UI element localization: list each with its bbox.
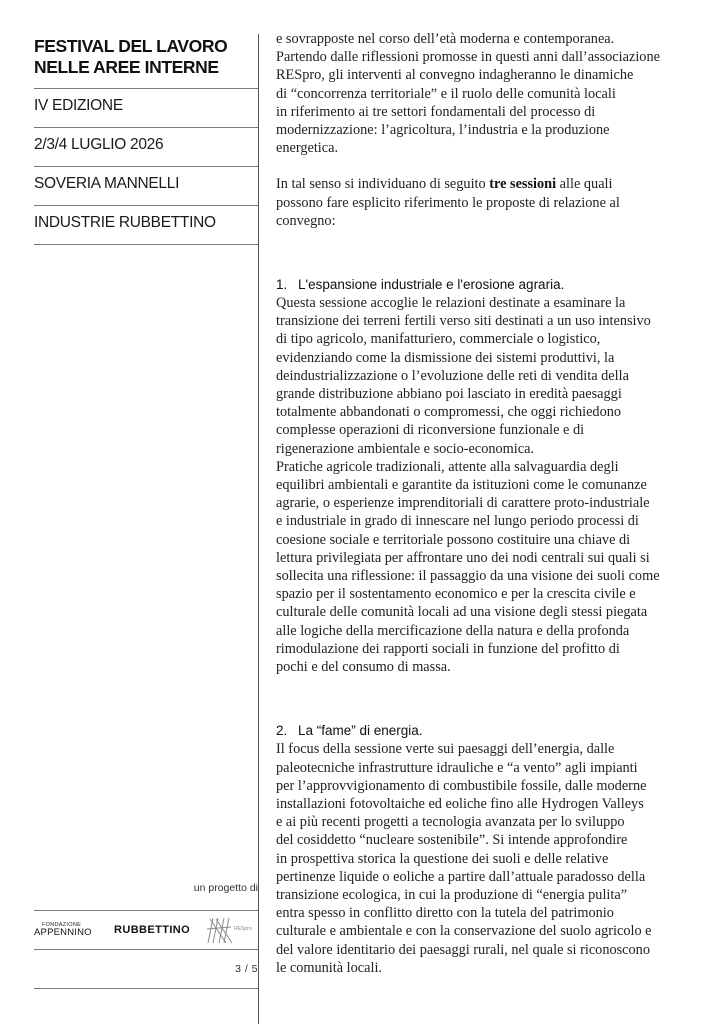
text-line: culturale delle comunità locali ad una visione degli stessi piegata — [276, 604, 648, 621]
text-line: installazioni fotovoltaiche ed eoliche fino alle Hydrogen Valleys — [276, 795, 644, 812]
dates-label: 2/3/4 LUGLIO 2026 — [34, 136, 164, 153]
text-line: entra spesso in conflitto diretto con la tutela del patrimonio — [276, 905, 614, 922]
text-line: evidenziando come la dismissione dei sistemi produttivi, la — [276, 349, 615, 366]
text-line: convegno: — [276, 212, 336, 229]
text-line: rigenerazione ambientale e socio-economica. — [276, 440, 535, 457]
text-line: in prospettiva storica la questione dei suoli e delle relative — [276, 850, 609, 867]
text-line: pertinenze liquide o eoliche a partire dall’attuale paradosso della — [276, 868, 646, 885]
respro-logo: RESpro — [204, 915, 254, 945]
text-line: in riferimento ai tre settori fondamentali del processo di — [276, 103, 596, 120]
text-line: agrarie, o esperienze imprenditoriali di carattere proto-industriale — [276, 495, 650, 512]
divider — [34, 88, 258, 89]
text-line: paleotecniche infrastrutture idrauliche e “a vento” agli impianti — [276, 759, 638, 776]
text-line: transizione dei terreni fertili verso siti destinati a un uso intensivo — [276, 313, 651, 330]
rubbettino-logo: RUBBETTINO — [114, 924, 191, 936]
text-line: sollecita una riflessione: il passaggio da una visione dei suoli come — [276, 568, 660, 585]
divider — [34, 244, 258, 245]
divider — [34, 166, 258, 167]
venue-label: INDUSTRIE RUBBETTINO — [34, 214, 216, 231]
main-content — [276, 30, 716, 977]
festival-title — [34, 36, 227, 78]
session-1 — [276, 276, 716, 676]
festival-title-line1: FESTIVAL DEL LAVORO — [34, 36, 228, 56]
text-line: del cosiddetto “nucleare sostenibile”. Si intende approfondire — [276, 832, 628, 849]
text-line: le comunità locali. — [276, 959, 382, 976]
text-line: Questa sessione accoglie le relazioni destinate a esaminare la — [276, 295, 626, 312]
text-line: lettura privilegiata per affrontare uno dei nodi centrali sui quali si — [276, 549, 650, 566]
text-line: RESpro, gli interventi al convegno indagheranno le dinamiche — [276, 67, 634, 84]
project-credit: un progetto di — [193, 882, 258, 894]
text-line: totalmente abbandonati o compromessi, che oggi richiedono — [276, 404, 622, 421]
emphasis: tre sessioni — [489, 176, 557, 193]
text-line: Il focus della sessione verte sui paesaggi dell’energia, dalle — [276, 741, 615, 758]
session-2 — [276, 722, 716, 977]
session-heading: 2. La “fame” di energia. — [276, 723, 423, 739]
edition-label: IV EDIZIONE — [34, 97, 123, 114]
divider — [34, 127, 258, 128]
divider — [34, 205, 258, 206]
divider — [34, 949, 258, 950]
text-line: alle logiche della mercificazione della natura e della profonda — [276, 622, 630, 639]
text-line: energetica. — [276, 140, 339, 157]
fondazione-appennino-logo: FONDAZIONE APPENNINO — [34, 922, 92, 938]
session-heading: 1. L'espansione industriale e l'erosione agraria. — [276, 277, 565, 293]
text-line: coesione sociale e territoriale possono costituire una chiave di — [276, 531, 631, 548]
text-line: deindustrializzazione o l’evoluzione delle reti di vendita della — [276, 367, 629, 384]
text-line: per l’approvvigionamento di combustibile fossile, dalle moderne — [276, 777, 647, 794]
text-line: modernizzazione: l’agricoltura, l’industria e la produzione — [276, 122, 610, 139]
intro-paragraph — [276, 30, 716, 157]
sidebar — [34, 0, 258, 1024]
text-line: possono fare esplicito riferimento le proposte di relazione al — [276, 194, 620, 211]
text-line: equilibri ambientali e garantite da istituzioni come le comunanze — [276, 477, 647, 494]
sessions-intro-paragraph — [276, 175, 716, 230]
text-line: pochi e del consumo di massa. — [276, 659, 451, 676]
text-line: transizione ecologica, in cui la produzione di “energia pulita” — [276, 886, 628, 903]
respro-mark-icon — [204, 915, 234, 945]
location-label: SOVERIA MANNELLI — [34, 175, 180, 192]
text-line: complesse operazioni di riconversione funzionale e di — [276, 422, 585, 439]
divider — [34, 910, 258, 911]
text-line: e sovrapposte nel corso dell’età moderna e contemporanea. — [276, 31, 615, 47]
text-line: Partendo dalle riflessioni promosse in questi anni dall’associazione — [276, 49, 660, 66]
divider — [34, 988, 258, 989]
text-line: del valore identitario dei paesaggi rurali, nel quale si riconoscono — [276, 941, 650, 958]
text-line: e ai più recenti progetti a tecnologia avanzata per lo sviluppo — [276, 814, 625, 831]
text-line: culturale e ambientale e con la conservazione del suolo agricolo e — [276, 923, 652, 940]
text-line: spazio per il sostentamento economico e per la crescita civile e — [276, 586, 636, 603]
text-line: Pratiche agricole tradizionali, attente alla salvaguardia degli — [276, 458, 619, 475]
text-line: e industriale in grado di innescare nel lungo periodo processi di — [276, 513, 639, 530]
festival-title-line2: NELLE AREE INTERNE — [34, 57, 219, 77]
text-line: rimodulazione dei rapporti sociali in funzione del profitto di — [276, 640, 620, 657]
partner-logos — [34, 914, 258, 946]
column-divider — [258, 34, 259, 1024]
text-line: In tal senso si individuano di seguito tre sessioni alle quali — [276, 176, 613, 193]
text-line: di “concorrenza territoriale” e il ruolo delle comunità locali — [276, 85, 616, 102]
text-line: di tipo agricolo, manifatturiero, commerciale o logistico, — [276, 331, 601, 348]
page-number: 3 / 5 — [235, 963, 258, 975]
text-line: grande distribuzione abbiano poi lasciato in eredità paesaggi — [276, 386, 622, 403]
